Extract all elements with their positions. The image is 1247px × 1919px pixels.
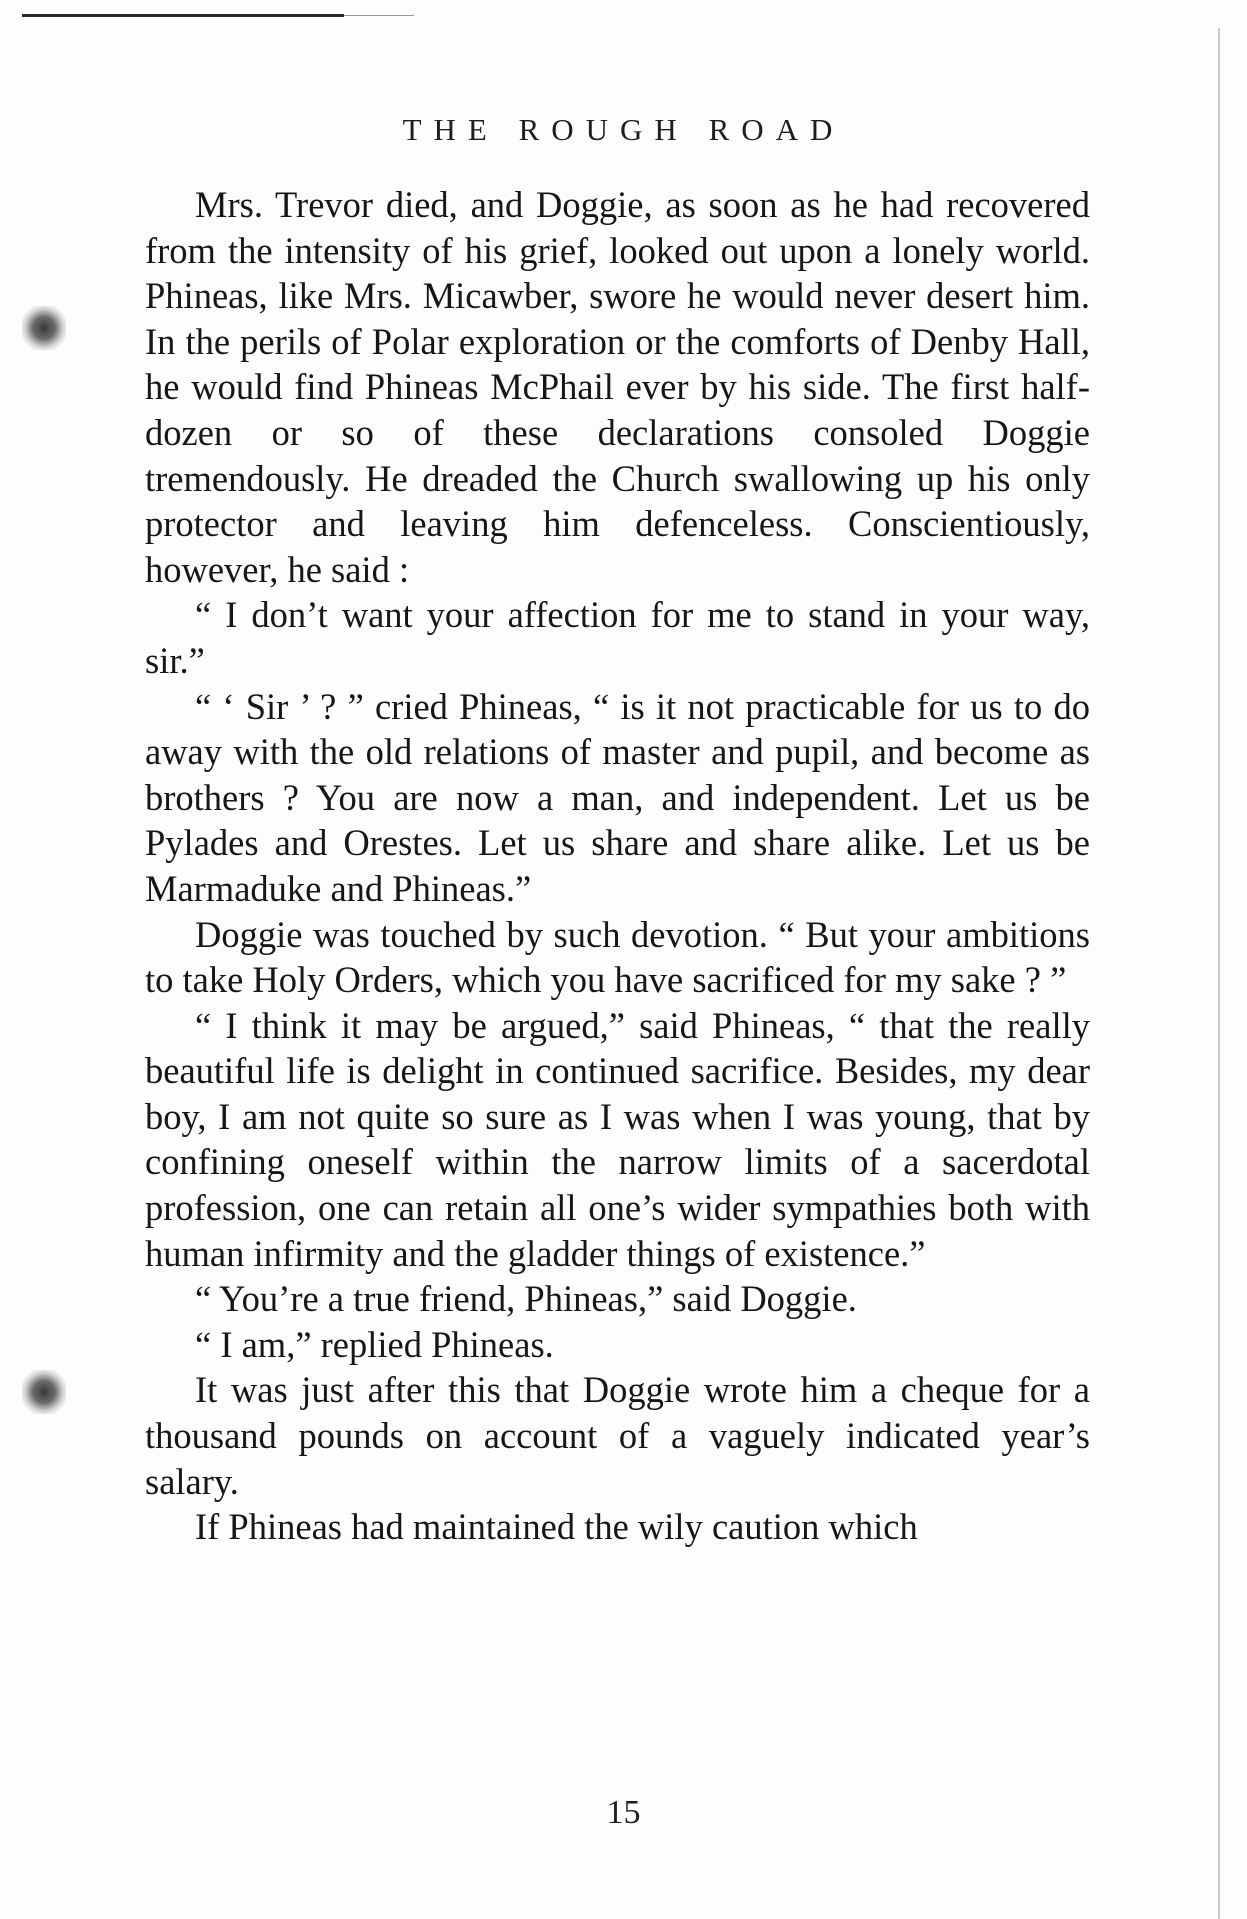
paragraph: “ I think it may be argued,” said Phineas, “ that the really beautiful life is delight in continued sacrifice. Besides, my dear boy, I am not quite so sure as I was when I was young, that by confining oneself within the narrow limits of a sacerdotal profession, one can retain all one’s wider sympathies both with human infirmity and the gladder things of existence.” xyxy=(145,1004,1090,1274)
paragraph: Doggie was touched by such devotion. “ But your ambitions to take Holy Orders, which you have sacrificed for my sake ? ” xyxy=(145,913,1090,1001)
body-text xyxy=(145,182,1090,1550)
paragraph: “ ‘ Sir ’ ? ” cried Phineas, “ is it not practicable for us to do away with the old relations of master and pupil, and become as brothers ? You are now a man, and independent. Let us be Pylades and Orestes. Let us share and share alike. Let us be Marmaduke and Phineas.” xyxy=(145,685,1090,909)
scan-speck-lower xyxy=(22,1370,66,1414)
scan-speck-upper xyxy=(22,306,66,350)
paragraph: It was just after this that Doggie wrote him a cheque for a thousand pounds on account of a vaguely indicated year’s salary. xyxy=(145,1369,1090,1502)
paragraph: Mrs. Trevor died, and Doggie, as soon as he had recovered from the intensity of his grief, looked out upon a lonely world. Phineas, like Mrs. Micawber, swore he would never desert him. In the perils of Polar exploration or the comforts of Denby Hall, he would find Phineas McPhail ever by his side. The first half-dozen or so of these declarations consoled Doggie tremendously. He dreaded the Church swallowing up his only protector and leaving him defenceless. Conscientiously, however, he said : xyxy=(145,184,1090,590)
paragraph: “ I don’t want your affection for me to stand in your way, sir.” xyxy=(145,594,1090,681)
page-edge-shadow xyxy=(1218,28,1220,1919)
top-rule-tail xyxy=(344,15,414,16)
paragraph: “ You’re a true friend, Phineas,” said Doggie. xyxy=(195,1278,857,1320)
running-head: THE ROUGH ROAD xyxy=(402,112,845,147)
paragraph: “ I am,” replied Phineas. xyxy=(195,1323,554,1365)
page-number: 15 xyxy=(606,1794,641,1831)
paragraph: If Phineas had maintained the wily caution which xyxy=(195,1506,918,1548)
top-rule xyxy=(22,14,344,17)
